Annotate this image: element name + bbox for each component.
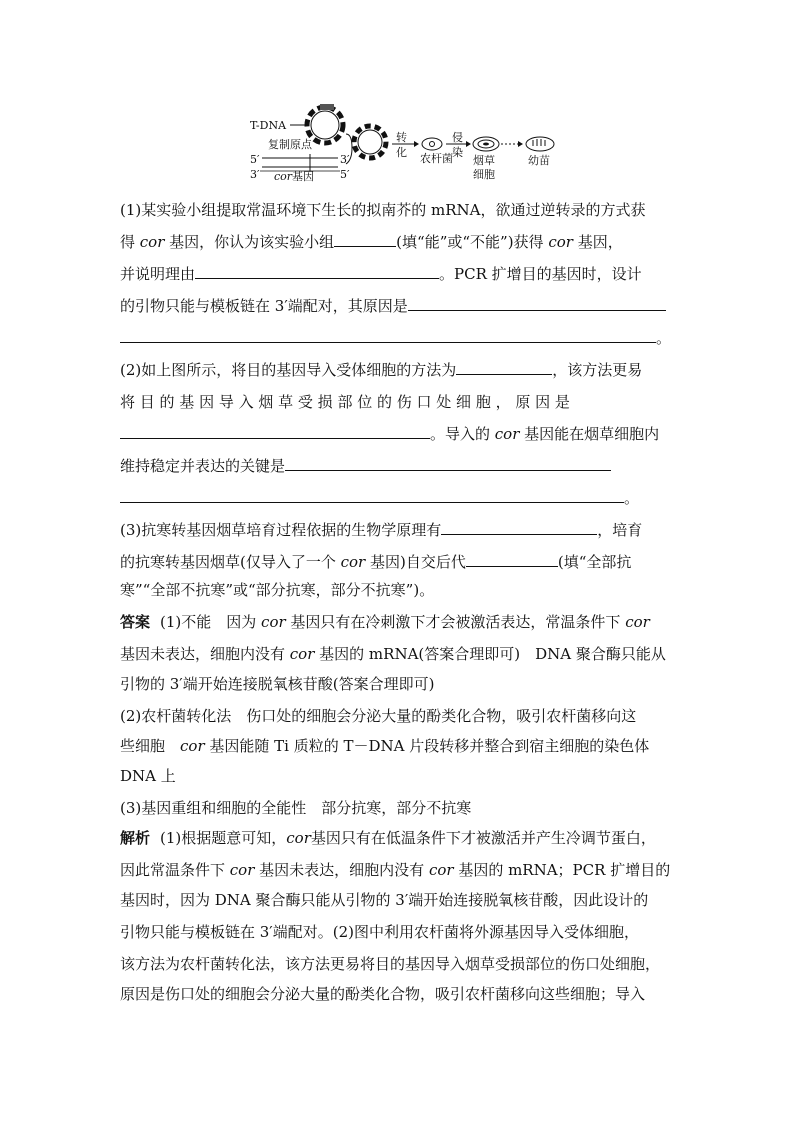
seedling-dish-icon <box>526 137 554 151</box>
q2-line-1: (2)如上图所示，将目的基因导入受体细胞的方法为 ，该方法更易 <box>120 361 643 379</box>
transform-label-1: 转 <box>396 131 407 144</box>
q1-line-4: 的引物只能与模板链在 3′端配对，其原因是 <box>120 296 666 316</box>
strand-bottom-3-label: 3′ <box>250 168 260 181</box>
answer-blank[interactable] <box>441 520 597 535</box>
gene-transfer-diagram <box>240 104 560 183</box>
answer-blank[interactable] <box>408 296 666 311</box>
strand-bottom-5-label: 5′ <box>340 168 350 181</box>
answer-label: 答案 <box>120 613 151 631</box>
strand-top-5-label: 5′ <box>250 153 260 166</box>
answer-line-3: 引物的 3′端开始连接脱氧核苷酸(答案合理即可) <box>120 675 435 693</box>
replication-origin-label: 复制原点 <box>268 138 312 151</box>
answer-blank[interactable] <box>195 264 439 279</box>
analysis-line-3: 基因时，因为 DNA 聚合酶只能从引物的 3′端开始连接脱氧核苷酸，因此设计的 <box>120 891 649 909</box>
q1-line-3: 并说明理由 。PCR 扩增目的基因时，设计 <box>120 265 642 283</box>
analysis-line-2: 因此常温条件下 cor 基因未表达，细胞内没有 cor 基因的 mRNA；PCR 扩增目的 <box>120 861 671 879</box>
answer-line-4: (2)农杆菌转化法 伤口处的细胞会分泌大量的酚类化合物，吸引农杆菌移向这 <box>120 707 637 725</box>
diagram-svg <box>240 104 560 183</box>
answer-line-2: 基因未表达，细胞内没有 cor 基因的 mRNA(答案合理即可) DNA 聚合酶只能从 <box>120 645 666 663</box>
q2-line-3: 。导入的 cor 基因能在烟草细胞内 <box>120 424 659 444</box>
analysis-line-6: 原因是伤口处的细胞会分泌大量的酚类化合物，吸引农杆菌移向这些细胞；导入 <box>120 985 646 1003</box>
answer-blank[interactable] <box>334 232 396 247</box>
agrobacterium-label: 农杆菌 <box>420 152 453 165</box>
answer-blank[interactable] <box>120 328 656 343</box>
arrow-icon <box>414 141 419 147</box>
transform-label-2: 化 <box>396 146 407 159</box>
answer-line-7: (3)基因重组和细胞的全能性 部分抗寒，部分不抗寒 <box>120 799 472 817</box>
q1-line-1: (1)某实验小组提取常温环境下生长的拟南芥的 mRNA，欲通过逆转录的方式获 <box>120 201 646 219</box>
arrow-icon <box>518 141 523 147</box>
answer-line-5: 些细胞 cor 基因能随 Ti 质粒的 T－DNA 片段转移并整合到宿主细胞的染色体 <box>120 737 650 755</box>
ti-plasmid-icon <box>307 107 343 143</box>
seedling-icon <box>533 139 545 146</box>
recombinant-plasmid-icon <box>354 126 386 158</box>
analysis-line-1: 解析 (1)根据题意可知，cor基因只有在低温条件下才被激活并产生冷调节蛋白， <box>120 829 656 847</box>
agrobacterium-icon <box>422 138 442 150</box>
arrow-icon <box>466 141 471 147</box>
answer-blank[interactable] <box>285 456 611 471</box>
answer-blank[interactable] <box>120 488 624 503</box>
q2-line-4: 维持稳定并表达的关键是 <box>120 456 611 476</box>
q1-line-2: 得 cor 基因，你认为该实验小组 (填“能”或“不能”)获得 cor 基因， <box>120 233 623 251</box>
tobacco-label-2: 细胞 <box>473 168 495 181</box>
q3-line-3: 寒”“全部不抗寒”或“部分抗寒，部分不抗寒”)。 <box>120 581 435 599</box>
q1-line-5: 。 <box>120 328 671 348</box>
answer-line-1: 答案 (1)不能 因为 cor 基因只有在冷刺激下才会被激活表达，常温条件下 cor <box>120 613 650 631</box>
seedling-label: 幼苗 <box>528 154 550 167</box>
infect-label-1: 侵 <box>452 131 463 144</box>
analysis-line-4: 引物只能与模板链在 3′端配对。(2)图中利用农杆菌将外源基因导入受体细胞， <box>120 923 639 941</box>
cor-gene-label: cor基因 <box>274 170 315 183</box>
infect-label-2: 染 <box>452 146 463 159</box>
strand-top-3-label: 3′ <box>340 153 350 166</box>
q2-line-2: 将 目 的 基 因 导 入 烟 草 受 损 部 位 的 伤 口 处 细 胞 ， 原 因 是 <box>120 393 570 411</box>
answer-line-6: DNA 上 <box>120 767 176 785</box>
q3-line-1: (3)抗寒转基因烟草培育过程依据的生物学原理有 ，培育 <box>120 521 643 539</box>
answer-blank[interactable] <box>466 552 558 567</box>
answer-blank[interactable] <box>120 424 430 439</box>
answer-blank[interactable] <box>456 360 552 375</box>
q2-line-5: 。 <box>120 488 639 508</box>
tdna-label: T-DNA <box>250 119 287 132</box>
analysis-line-5: 该方法为农杆菌转化法，该方法更易将目的基因导入烟草受损部位的伤口处细胞， <box>120 955 661 973</box>
q3-line-2: 的抗寒转基因烟草(仅导入了一个 cor 基因)自交后代 (填“全部抗 <box>120 553 632 571</box>
analysis-label: 解析 <box>120 829 151 847</box>
tobacco-label-1: 烟草 <box>473 154 495 167</box>
